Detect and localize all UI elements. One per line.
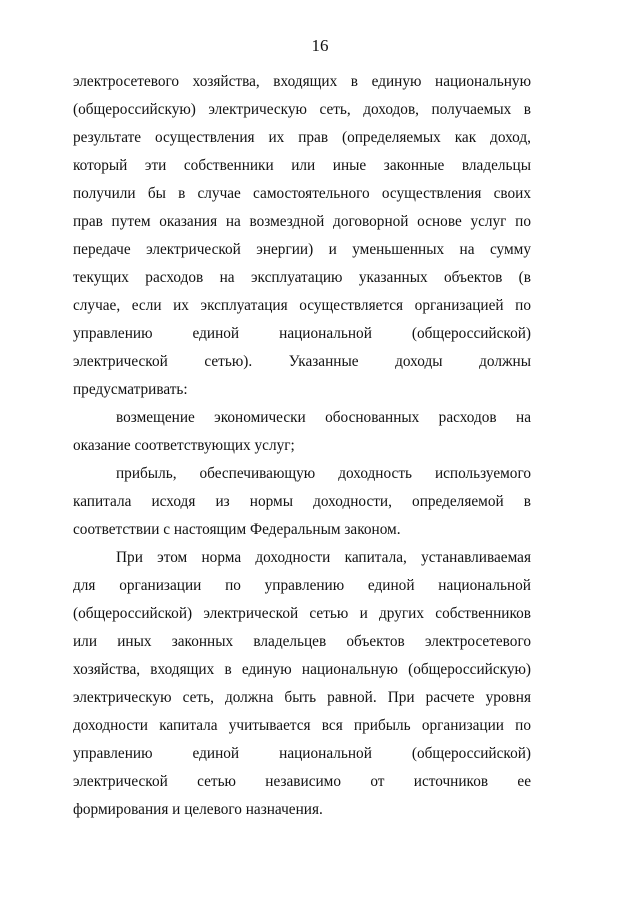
text-line: прав путем оказания на возмездной договорной основе услуг по xyxy=(73,213,531,230)
text-line: капитала исходя из нормы доходности, определяемой в xyxy=(73,493,531,510)
text-line: случае, если их эксплуатация осуществляется организацией по xyxy=(73,297,531,314)
text-line: получили бы в случае самостоятельного осуществления своих xyxy=(73,185,531,202)
text-line: хозяйства, входящих в единую национальную (общероссийскую) xyxy=(73,661,531,678)
text-line: результате осуществления их прав (определяемых как доход, xyxy=(73,129,531,146)
text-line: электросетевого хозяйства, входящих в единую национальную xyxy=(73,73,531,90)
text-line: электрическую сеть, должна быть равной. При расчете уровня xyxy=(73,689,531,706)
text-line: управлению единой национальной (общероссийской) xyxy=(73,325,531,342)
text-line: формирования и целевого назначения. xyxy=(73,801,323,818)
text-line: (общероссийской) электрической сетью и других собственников xyxy=(73,605,531,622)
text-line: соответствии с настоящим Федеральным законом. xyxy=(73,521,401,538)
text-line: для организации по управлению единой национальной xyxy=(73,577,531,594)
text-line: При этом норма доходности капитала, устанавливаемая xyxy=(116,549,531,566)
text-line: возмещение экономически обоснованных расходов на xyxy=(116,409,531,426)
text-line: который эти собственники или иные законные владельцы xyxy=(73,157,531,174)
text-line: или иных законных владельцев объектов электросетевого xyxy=(73,633,531,650)
text-line: доходности капитала учитывается вся прибыль организации по xyxy=(73,717,531,734)
text-line: передаче электрической энергии) и уменьшенных на сумму xyxy=(73,241,531,258)
text-line: электрической сетью). Указанные доходы должны xyxy=(73,353,531,370)
text-line: управлению единой национальной (общероссийской) xyxy=(73,745,531,762)
page-number: 16 xyxy=(311,36,329,55)
text-line: прибыль, обеспечивающую доходность используемого xyxy=(116,465,531,482)
text-line: оказание соответствующих услуг; xyxy=(73,437,295,454)
text-line: предусматривать: xyxy=(73,381,188,398)
text-line: (общероссийскую) электрическую сеть, доходов, получаемых в xyxy=(73,101,531,118)
text-line: текущих расходов на эксплуатацию указанных объектов (в xyxy=(73,269,531,286)
text-line: электрической сетью независимо от источников ее xyxy=(73,773,531,790)
